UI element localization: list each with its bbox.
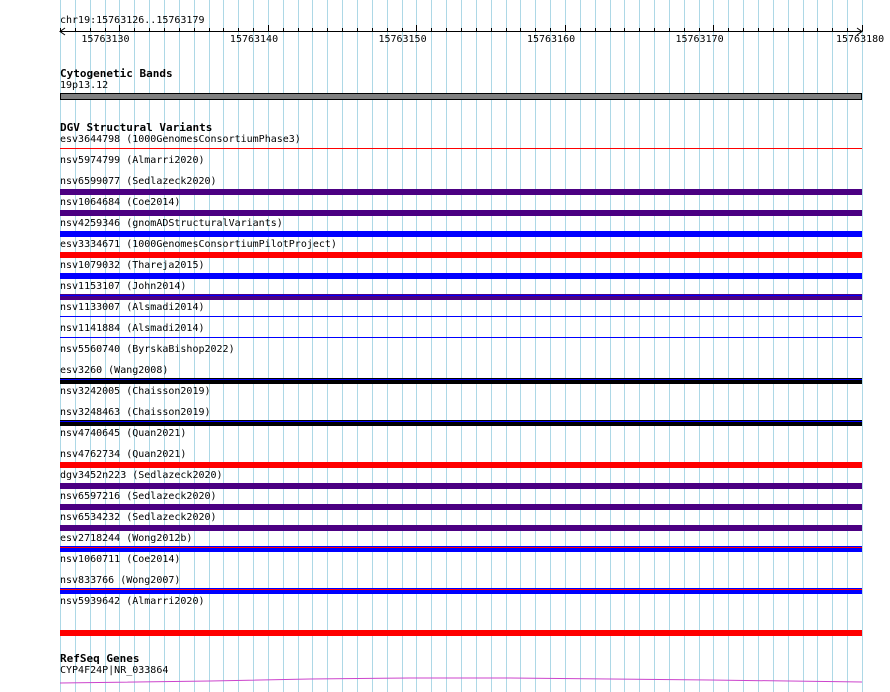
variant-feature[interactable] xyxy=(60,525,862,531)
variant-feature[interactable] xyxy=(60,189,862,195)
variant-label[interactable]: esv2718244 (Wong2012b) xyxy=(60,533,193,544)
refseq-track-title[interactable]: RefSeq Genes xyxy=(60,652,140,665)
ruler-tick-label: 15763130 xyxy=(81,34,130,45)
ruler-tick-label: 15763140 xyxy=(229,34,279,45)
variant-feature[interactable] xyxy=(60,379,862,380)
variant-feature[interactable] xyxy=(60,148,862,149)
cytoband-bar[interactable] xyxy=(60,93,862,100)
variant-label[interactable]: nsv5560740 (ByrskaBishop2022) xyxy=(60,344,235,355)
variant-feature[interactable] xyxy=(60,462,862,468)
ruler-tick-label: 15763170 xyxy=(675,34,724,45)
variant-label[interactable]: nsv6599077 (Sedlazeck2020) xyxy=(60,176,217,187)
variant-feature[interactable] xyxy=(60,210,862,216)
variant-feature[interactable] xyxy=(60,316,862,317)
variant-label[interactable]: nsv5974799 (Almarri2020) xyxy=(60,155,205,166)
ruler-tick-label: 15763180 xyxy=(836,34,885,45)
variant-feature[interactable] xyxy=(60,483,862,489)
variant-label[interactable]: esv3260 (Wang2008) xyxy=(60,365,169,376)
variant-label[interactable]: esv3334671 (1000GenomesConsortiumPilotProject) xyxy=(60,239,337,250)
cytoband-label: 19p13.12 xyxy=(60,80,109,91)
gene-line[interactable] xyxy=(60,678,862,683)
dgv-track-title[interactable]: DGV Structural Variants xyxy=(60,121,213,134)
variant-label[interactable]: nsv6534232 (Sedlazeck2020) xyxy=(60,512,217,523)
variant-feature[interactable] xyxy=(60,295,862,296)
variant-label[interactable]: nsv4740645 (Quan2021) xyxy=(60,428,187,439)
variant-label[interactable]: nsv3242005 (Chaisson2019) xyxy=(60,386,211,397)
variant-label[interactable]: nsv4762734 (Quan2021) xyxy=(60,449,187,460)
variant-label[interactable]: dgv3452n223 (Sedlazeck2020) xyxy=(60,470,223,481)
variant-feature[interactable] xyxy=(60,589,862,590)
variant-feature[interactable] xyxy=(60,504,862,510)
ruler-tick-label: 15763150 xyxy=(378,34,427,45)
variant-label[interactable]: nsv833766 (Wong2007) xyxy=(60,575,181,586)
variant-label[interactable]: nsv6597216 (Sedlazeck2020) xyxy=(60,491,217,502)
variant-label[interactable]: nsv1064684 (Coe2014) xyxy=(60,197,181,208)
variant-label[interactable]: nsv1060711 (Coe2014) xyxy=(60,554,181,565)
variant-label[interactable]: esv3644798 (1000GenomesConsortiumPhase3) xyxy=(60,134,301,145)
variant-feature[interactable] xyxy=(60,273,862,279)
cytoband-track-title[interactable]: Cytogenetic Bands xyxy=(60,67,173,80)
variant-label[interactable]: nsv1153107 (John2014) xyxy=(60,281,187,292)
gene-label[interactable]: CYP4F24P|NR_033864 xyxy=(60,665,169,676)
gene-feature[interactable] xyxy=(60,674,862,684)
variant-feature[interactable] xyxy=(60,630,862,636)
ruler-tick-label: 15763160 xyxy=(526,34,576,45)
variant-label[interactable]: nsv1079032 (Thareja2015) xyxy=(60,260,205,271)
variant-label[interactable]: nsv1141884 (Alsmadi2014) xyxy=(60,323,205,334)
variant-feature[interactable] xyxy=(60,231,862,237)
variant-label[interactable]: nsv5939642 (Almarri2020) xyxy=(60,596,205,607)
variant-feature[interactable] xyxy=(60,252,862,258)
variant-label[interactable]: nsv4259346 (gnomADStructuralVariants) xyxy=(60,218,283,229)
variant-feature[interactable] xyxy=(60,547,862,548)
variant-feature[interactable] xyxy=(60,421,862,422)
variant-label[interactable]: nsv3248463 (Chaisson2019) xyxy=(60,407,211,418)
variant-feature[interactable] xyxy=(60,337,862,338)
variant-label[interactable]: nsv1133007 (Alsmadi2014) xyxy=(60,302,205,313)
location-label: chr19:15763126..15763179 xyxy=(60,15,205,26)
